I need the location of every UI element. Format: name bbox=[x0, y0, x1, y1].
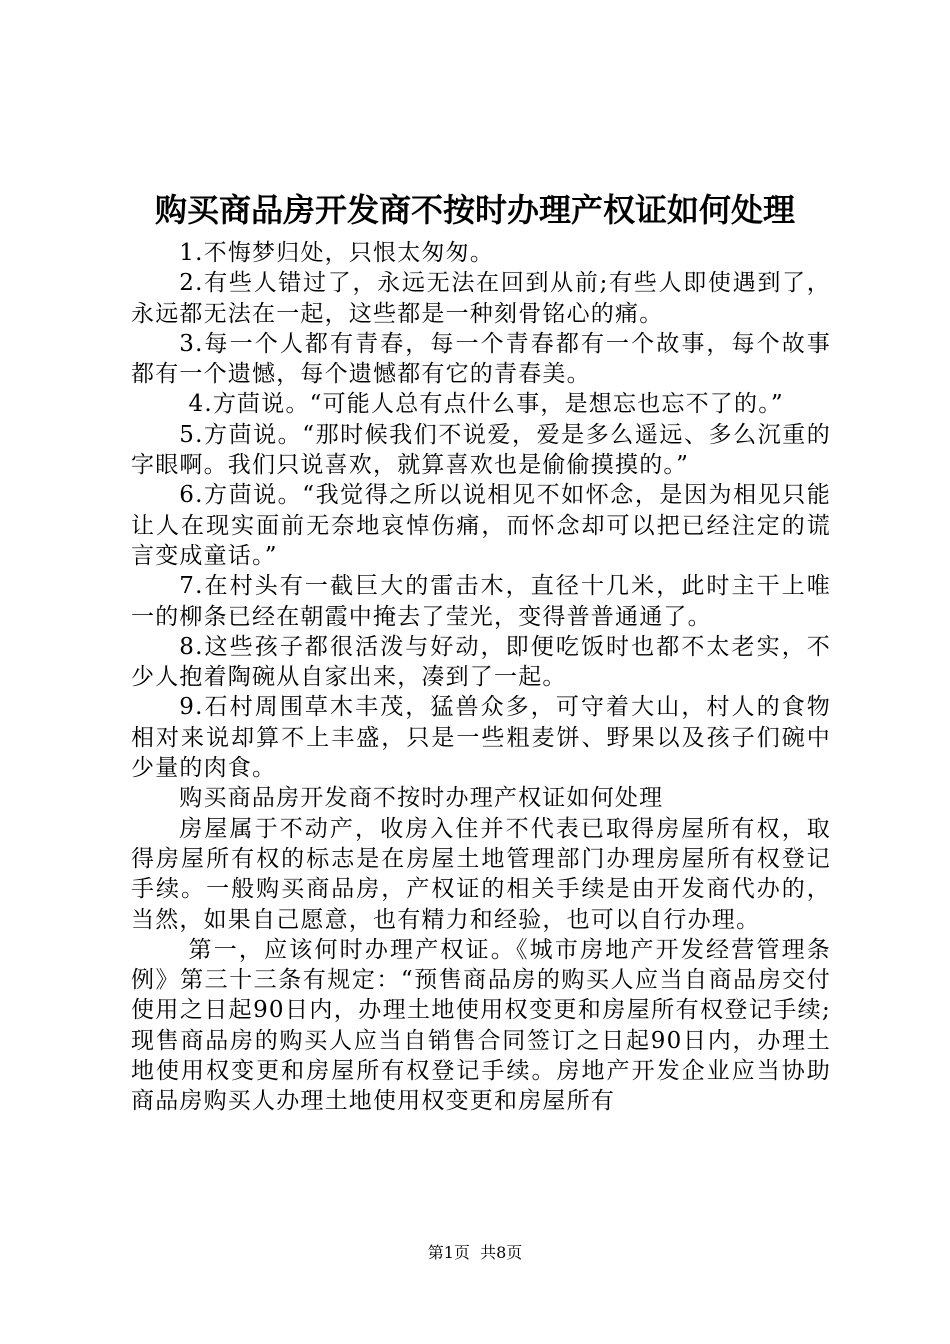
paragraph: 1.不悔梦归处，只恨太匆匆。 bbox=[179, 240, 495, 266]
section-heading: 购买商品房开发商不按时办理产权证如何处理 bbox=[179, 785, 664, 812]
page-footer bbox=[0, 1242, 950, 1264]
paragraph: 9.石村周围草木丰茂，猛兽众多，可守着大山，村人的食物相对来说却算不上丰盛，只是一些粗麦饼、野果以及孩子们碗中少量的肉食。 bbox=[131, 694, 831, 782]
paragraph: 6.方茴说。“我觉得之所以说相见不如怀念，是因为相见只能让人在现实面前无奈地哀悼伤痛，而怀念却可以把已经注定的谎言变成童话。” bbox=[131, 482, 831, 569]
footer-separator bbox=[470, 1243, 480, 1262]
paragraph: 3.每一个人都有青春，每一个青春都有一个故事，每个故事都有一个遗憾，每个遗憾都有它的青春美。 bbox=[131, 330, 831, 388]
document-body bbox=[131, 238, 831, 1117]
page-number: 第1页 bbox=[427, 1243, 470, 1262]
paragraph: 5.方茴说。“那时候我们不说爱，爱是多么遥远、多么沉重的字眼啊。我们只说喜欢，就算喜欢也是偷偷摸摸的。” bbox=[131, 421, 831, 479]
paragraph: 房屋属于不动产，收房入住并不代表已取得房屋所有权，取得房屋所有权的标志是在房屋土地管理部门办理房屋所有权登记手续。一般购买商品房，产权证的相关手续是由开发商代办的，当然，如果自己愿意，也有精力和经验，也可以自行办理。 bbox=[131, 815, 831, 933]
paragraph: 4.方茴说。“可能人总有点什么事，是想忘也忘不了的。” bbox=[188, 391, 784, 418]
paragraph: 8.这些孩子都很活泼与好动，即便吃饭时也都不太老实，不少人抱着陶碗从自家出来，凑到了一起。 bbox=[131, 633, 831, 691]
paragraph: 7.在村头有一截巨大的雷击木，直径十几米，此时主干上唯一的柳条已经在朝霞中掩去了莹光，变得普普通通了。 bbox=[131, 573, 831, 630]
paragraph: 2.有些人错过了，永远无法在回到从前;有些人即使遇到了，永远都无法在一起，这些都是一种刻骨铭心的痛。 bbox=[131, 270, 831, 327]
document-title: 购买商品房开发商不按时办理产权证如何处理 bbox=[154, 191, 795, 229]
page-total: 共8页 bbox=[480, 1243, 523, 1262]
paragraph: 第一，应该何时办理产权证。《城市房地产开发经营管理条例》第三十三条有规定：“预售商品房的购买人应当自商品房交付使用之日起90日内，办理土地使用权变更和房屋所有权登记手续;现售商品房的购买人应当自销售合同签订之日起90日内，办理土地使用权变更和房屋所有权登记手续。房地产开发企业应当协助商品房购买人办理土地使用权变更和房屋所有 bbox=[131, 936, 831, 1115]
